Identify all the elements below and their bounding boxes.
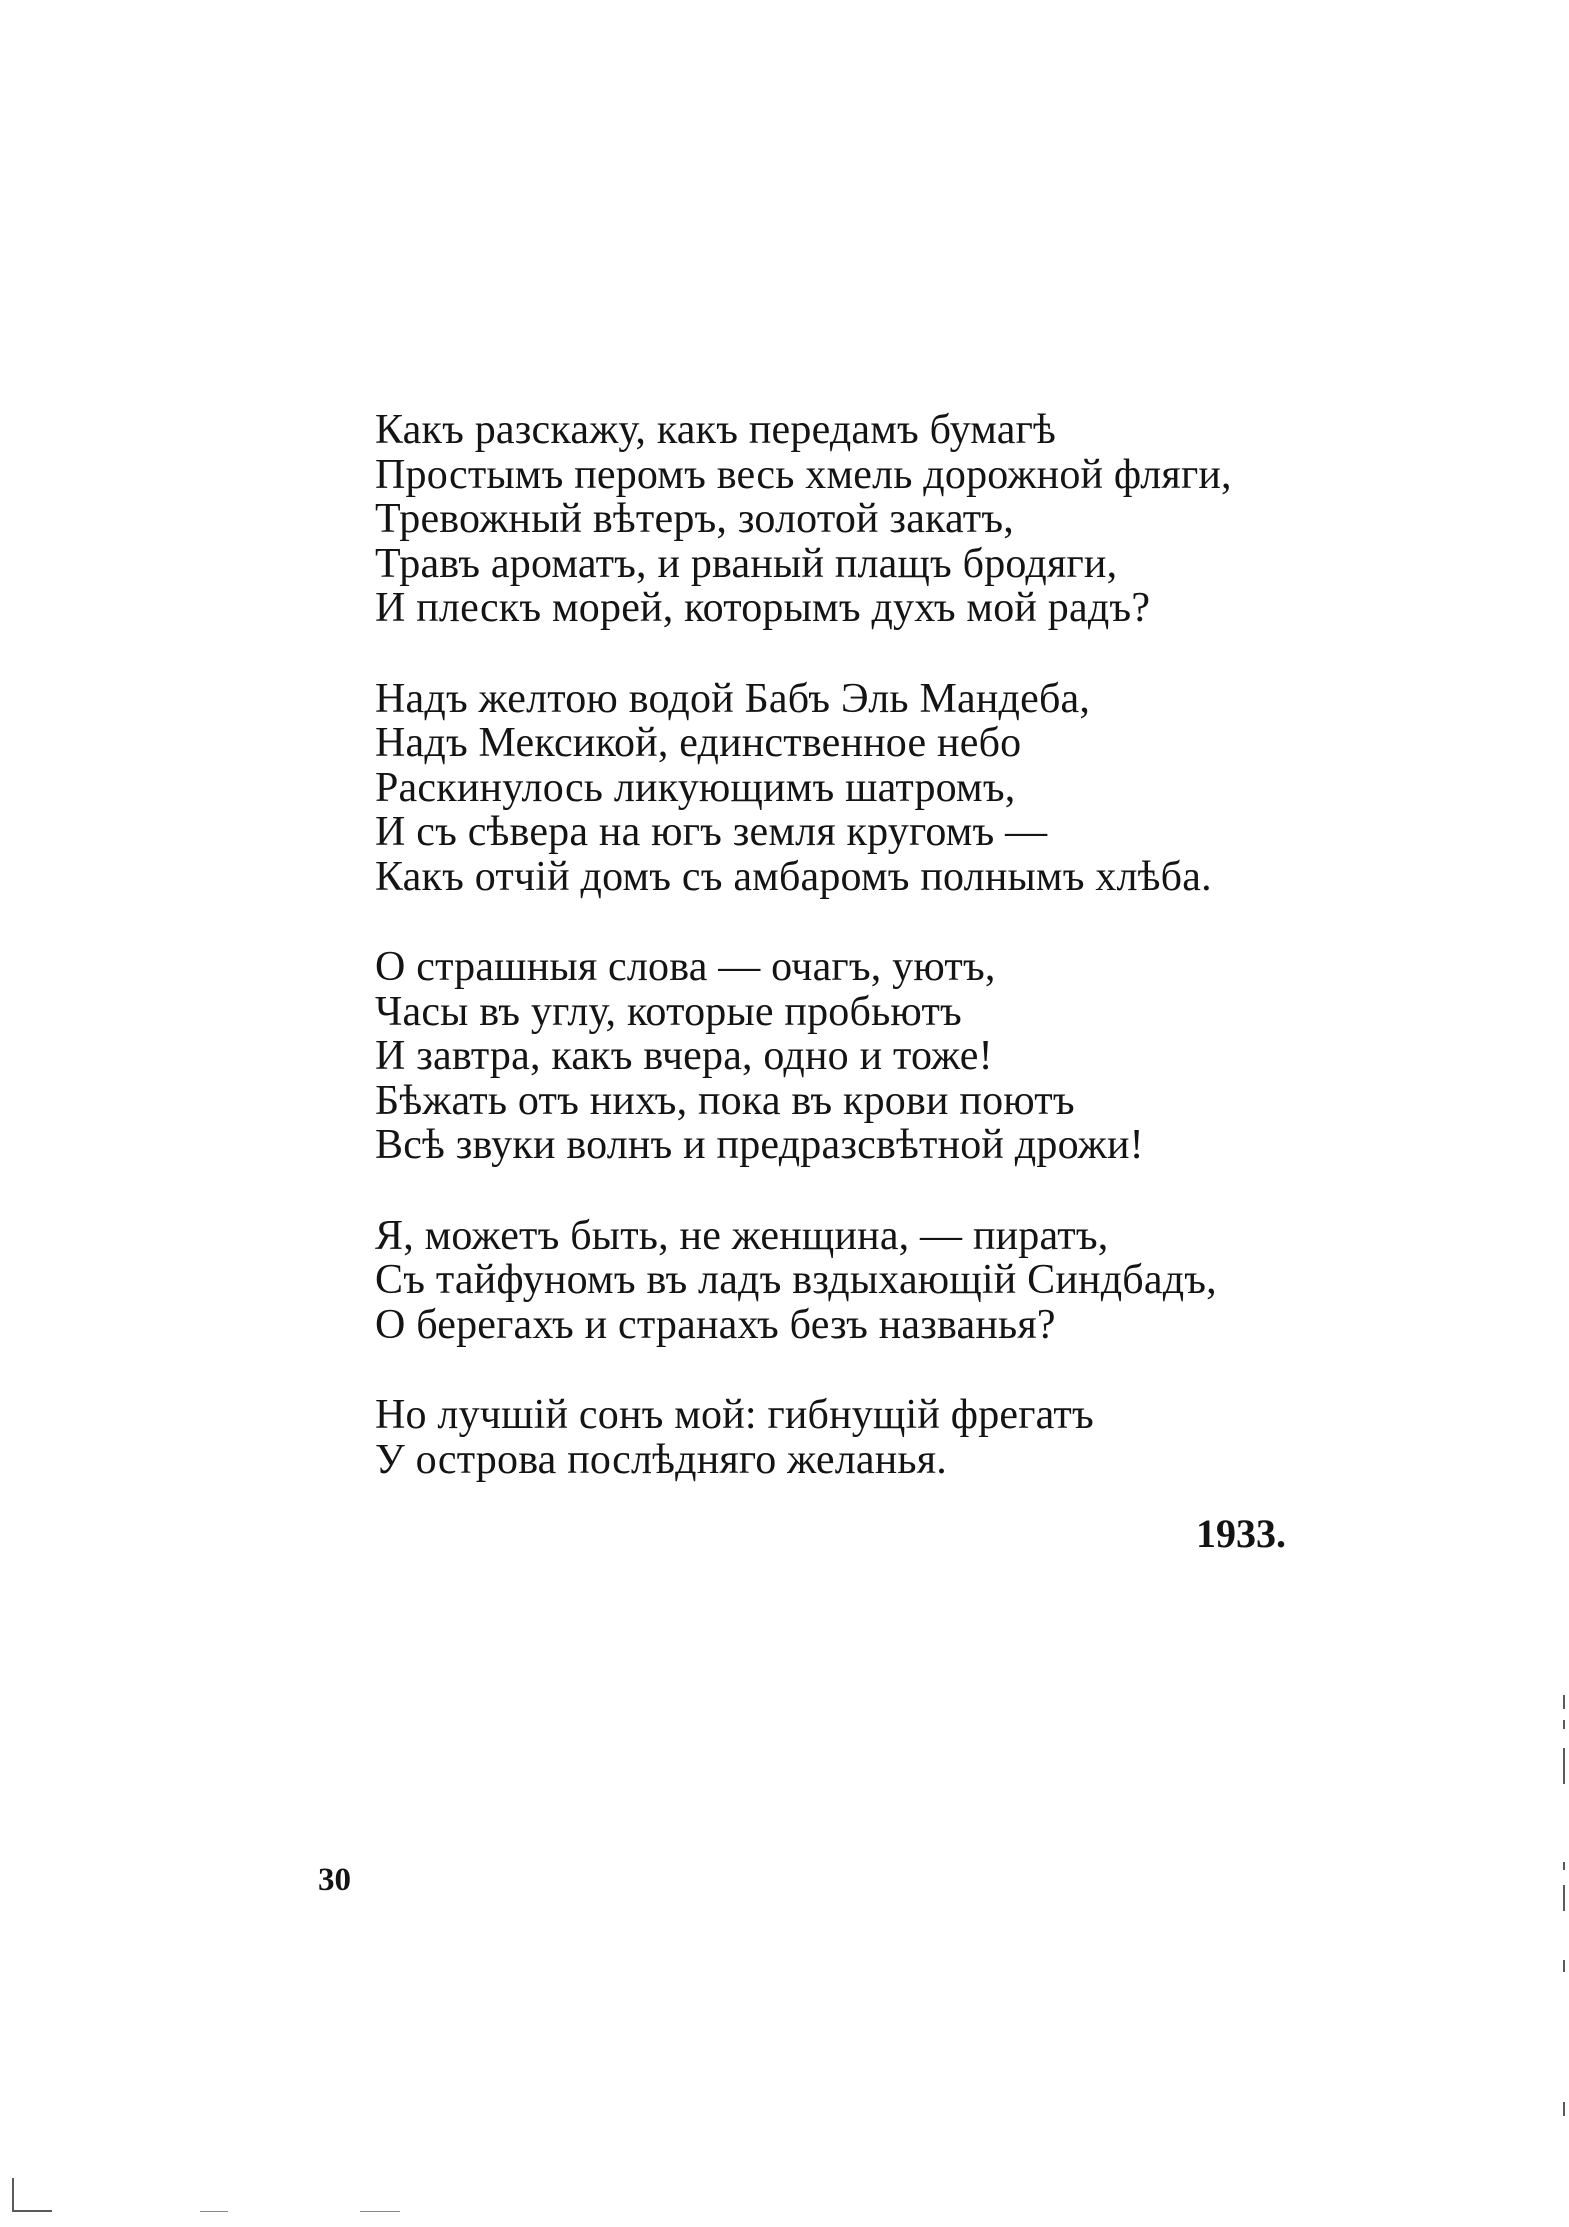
poem-line: Я, можетъ быть, не женщина, — пиратъ, <box>375 1212 1109 1259</box>
scan-artifact <box>1563 2102 1565 2116</box>
stanza-2 <box>375 677 1375 900</box>
poem-line: Но лучшiй сонъ мой: гибнущiй фрегатъ <box>375 1392 1094 1438</box>
poem-line: И завтра, какъ вчера, одно и тоже! <box>375 1033 993 1079</box>
scan-artifact <box>1563 1720 1565 1729</box>
poem-line: У острова послѣдняго желанья. <box>375 1436 947 1483</box>
stanza-4 <box>375 1214 1375 1348</box>
poem-line: О берегахъ и странахъ безъ названья? <box>375 1301 1056 1348</box>
scan-artifact <box>1563 1862 1565 1870</box>
poem-line: И плескъ морей, которымъ духъ мой радъ? <box>375 585 1151 631</box>
poem-line: Часы въ углу, которые пробьютъ <box>375 988 962 1035</box>
poem-line: Бѣжать отъ нихъ, пока въ крови поютъ <box>375 1077 1075 1124</box>
scan-artifact <box>12 2210 52 2212</box>
poem-line: Какъ разскажу, какъ передамъ бумагѣ <box>375 407 1057 453</box>
scan-artifact <box>1563 1748 1565 1784</box>
poem-line: О страшныя слова — очагъ, уютъ, <box>375 944 996 990</box>
scan-artifact <box>1563 1695 1565 1709</box>
scan-artifact <box>1563 1960 1565 1972</box>
poem-line: Съ тайфуномъ въ ладъ вздыхающiй Синдбадъ, <box>375 1257 1217 1303</box>
scan-artifact <box>200 2211 228 2212</box>
poem-line: Надъ желтою водой Бабъ Эль Мандеба, <box>375 675 1091 722</box>
poem-line: Травъ ароматъ, и рваный плащъ бродяги, <box>375 540 1118 587</box>
poem-line: Какъ отчiй домъ съ амбаромъ полнымъ хлѣба. <box>375 853 1212 900</box>
scan-artifact <box>360 2211 400 2212</box>
stanza-5 <box>375 1393 1375 1482</box>
page-number: 30 <box>318 1862 351 1898</box>
stanza-3 <box>375 945 1375 1168</box>
poem-line: Простымъ перомъ весь хмель дорожной фляги, <box>375 451 1232 498</box>
poem <box>375 408 1375 1528</box>
poem-line: Надъ Мексикой, единственное небо <box>375 720 1022 766</box>
poem-line: Раскинулось ликующимъ шатромъ, <box>375 764 1016 811</box>
poem-line: И съ сѣвера на югъ земля кругомъ — <box>375 809 1048 855</box>
scan-artifact <box>12 2178 14 2212</box>
scan-artifact <box>1563 1885 1565 1911</box>
poem-line: Тревожный вѣтеръ, золотой закатъ, <box>375 496 1014 542</box>
poem-year: 1933. <box>1196 1511 1286 1556</box>
stanza-1 <box>375 408 1375 631</box>
poem-line: Всѣ звуки волнъ и предразсвѣтной дрожи! <box>375 1122 1144 1168</box>
